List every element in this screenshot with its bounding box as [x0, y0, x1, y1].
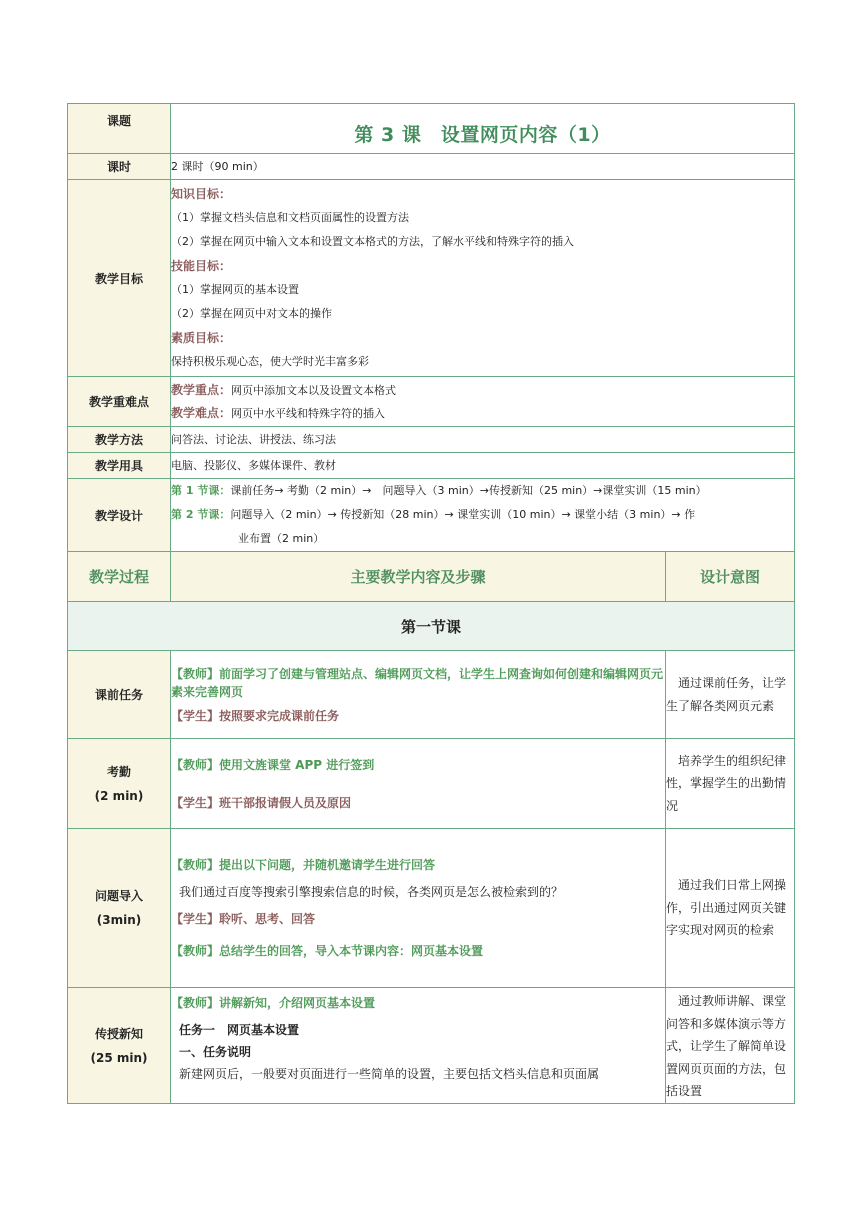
intro-teacher-1: 【教师】提出以下问题，并随机邀请学生进行回答 — [171, 858, 436, 872]
row-process-header — [68, 552, 795, 602]
lesson2-text: 问题导入（2 min）→ 传授新知（28 min）→ 课堂实训（10 min）→ 课堂小结（3 min）→ 作 — [230, 508, 696, 521]
attendance-teacher: 【教师】使用文旌课堂 APP 进行签到 — [171, 757, 375, 772]
intro-teacher-2: 【教师】总结学生的回答，导入本节课内容：网页基本设置 — [171, 944, 484, 958]
header-intent: 设计意图 — [666, 552, 795, 602]
lesson1-label: 第 1 节课： — [171, 484, 231, 497]
label-course-title: 课题 — [68, 104, 171, 154]
attendance-time: (2 min) — [94, 788, 144, 803]
teach-time: (25 min) — [90, 1050, 148, 1065]
row-methods — [68, 427, 795, 453]
skill-item-2: （2）掌握在网页中对文本的操作 — [171, 307, 332, 320]
lesson2-label: 第 2 节课： — [171, 508, 231, 521]
label-pre-task: 课前任务 — [68, 651, 171, 739]
intro-question: 我们通过百度等搜索引擎搜索信息的时候，各类网页是怎么被检索到的？ — [179, 885, 564, 899]
row-intro — [68, 829, 795, 988]
knowledge-item-1: （1）掌握文档头信息和文档页面属性的设置方法 — [171, 211, 409, 224]
row-key-points — [68, 377, 795, 427]
label-objectives: 教学目标 — [68, 180, 171, 377]
row-hours — [68, 154, 795, 180]
label-intro: 问题导入 (3min) — [68, 829, 171, 988]
lesson1-text: 课前任务→ 考勤（2 min）→ 问题导入（3 min）→传授新知（25 min）→课堂实训（15 min） — [230, 484, 707, 497]
label-key-points: 教学重难点 — [68, 377, 171, 427]
lesson2-text-cont: 业布置（2 min） — [238, 532, 325, 545]
pre-task-student: 【学生】按照要求完成课前任务 — [171, 708, 340, 723]
skill-heading: 技能目标： — [171, 259, 232, 273]
label-attendance: 考勤 (2 min) — [68, 739, 171, 829]
intro-content — [171, 829, 666, 988]
header-content: 主要教学内容及步骤 — [171, 552, 666, 602]
quality-heading: 素质目标： — [171, 331, 232, 345]
teach-heading: 一、任务说明 — [179, 1045, 252, 1059]
attendance-content — [171, 739, 666, 829]
objectives-cell — [171, 180, 795, 377]
teach-teacher: 【教师】讲解新知，介绍网页基本设置 — [171, 996, 376, 1010]
row-design — [68, 479, 795, 552]
design-cell — [171, 479, 795, 552]
key-points-cell — [171, 377, 795, 427]
row-objectives — [68, 180, 795, 377]
attendance-note: 培养学生的组织纪律性，掌握学生的出勤情况 — [666, 739, 795, 829]
row-teach — [68, 988, 795, 1104]
label-tools: 教学用具 — [68, 453, 171, 479]
label-design: 教学设计 — [68, 479, 171, 552]
difficult-point-text: 网页中水平线和特殊字符的插入 — [231, 406, 386, 420]
key-point-text: 网页中添加文本以及设置文本格式 — [231, 383, 397, 397]
knowledge-item-2: （2）掌握在网页中输入文本和设置文本格式的方法，了解水平线和特殊字符的插入 — [171, 235, 574, 248]
knowledge-heading: 知识目标： — [171, 187, 232, 201]
row-pre-task — [68, 651, 795, 739]
teach-note: 通过教师讲解、课堂问答和多媒体演示等方式，让学生了解简单设置网页页面的方法，包括设置 — [666, 988, 795, 1104]
row-course-title — [68, 104, 795, 154]
intro-note: 通过我们日常上网操作，引出通过网页关键字实现对网页的检索 — [666, 829, 795, 988]
teach-body: 新建网页后，一般要对页面进行一些简单的设置，主要包括文档头信息和页面属 — [179, 1067, 600, 1081]
attendance-student: 【学生】班干部报请假人员及原因 — [171, 795, 352, 810]
row-tools — [68, 453, 795, 479]
section-title: 第一节课 — [68, 602, 795, 651]
row-section-title — [68, 602, 795, 651]
intro-student: 【学生】聆听、思考、回答 — [171, 912, 316, 926]
row-attendance — [68, 739, 795, 829]
difficult-point-label: 教学难点： — [171, 405, 232, 420]
pre-task-content — [171, 651, 666, 739]
lesson-plan-table — [67, 103, 795, 1104]
tools-value: 电脑、投影仪、多媒体课件、教材 — [171, 453, 795, 479]
page-title: 第 3 课 设置网页内容（1） — [171, 104, 795, 154]
key-point-label: 教学重点： — [171, 382, 232, 397]
skill-item-1: （1）掌握网页的基本设置 — [171, 283, 299, 296]
label-hours: 课时 — [68, 154, 171, 180]
quality-item-1: 保持积极乐观心态，使大学时光丰富多彩 — [171, 355, 369, 368]
label-methods: 教学方法 — [68, 427, 171, 453]
teach-task: 任务一 网页基本设置 — [179, 1023, 300, 1037]
pre-task-note: 通过课前任务，让学生了解各类网页元素 — [666, 651, 795, 739]
pre-task-teacher: 【教师】前面学习了创建与管理站点、编辑网页文档，让学生上网查询如何创建和编辑网页元素来完善网页 — [171, 666, 664, 699]
teach-content — [171, 988, 666, 1104]
header-process: 教学过程 — [68, 552, 171, 602]
intro-time: (3min) — [96, 913, 142, 927]
methods-value: 问答法、讨论法、讲授法、练习法 — [171, 427, 795, 453]
hours-value: 2 课时（90 min） — [171, 154, 795, 180]
label-teach: 传授新知 (25 min) — [68, 988, 171, 1104]
